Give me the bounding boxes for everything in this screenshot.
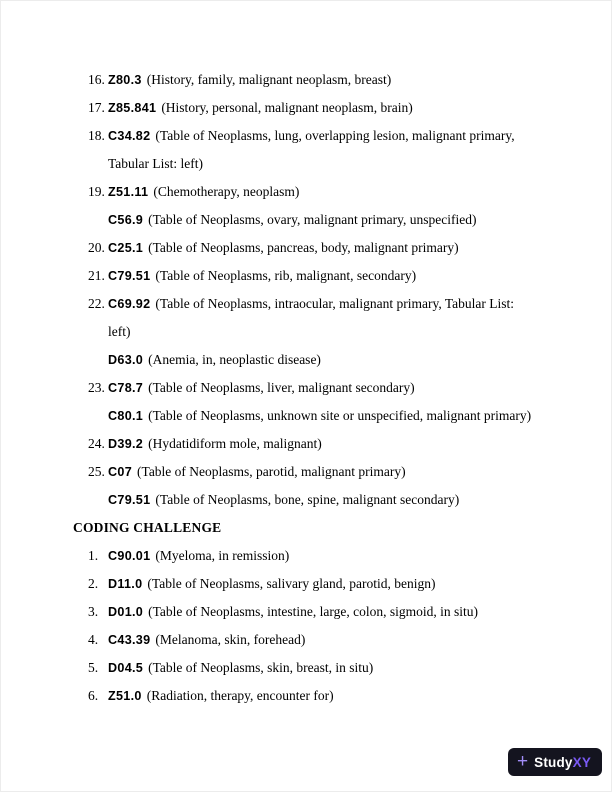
icd-code: C43.39	[108, 633, 151, 647]
icd-code: C56.9	[108, 213, 144, 227]
icd-code: C80.1	[108, 409, 144, 423]
item-number: 21.	[88, 268, 105, 283]
icd-code: Z51.11	[108, 185, 149, 199]
icd-code: D01.0	[108, 605, 144, 619]
list-item	[88, 234, 541, 262]
item-number: 16.	[88, 72, 105, 87]
item-number: 18.	[88, 128, 105, 143]
icd-code: Z85.841	[108, 101, 157, 115]
item-number: 25.	[88, 464, 105, 479]
logo-text-study: Study	[534, 754, 573, 770]
code-description: (Hydatidiform mole, malignant)	[148, 436, 322, 451]
list-item-continuation	[88, 486, 541, 514]
item-number: 6.	[88, 688, 99, 703]
icd-code: D11.0	[108, 577, 143, 591]
icd-code: C78.7	[108, 381, 144, 395]
icd-code: C07	[108, 465, 133, 479]
code-description: (Chemotherapy, neoplasm)	[153, 184, 300, 199]
icd-code: Z51.0	[108, 689, 142, 703]
list-item	[88, 290, 541, 346]
code-description: (Table of Neoplasms, unknown site or unspecified, malignant primary)	[148, 408, 532, 423]
code-description: (Table of Neoplasms, skin, breast, in situ)	[148, 660, 374, 675]
item-number: 24.	[88, 436, 105, 451]
list-item	[88, 262, 541, 290]
list-item	[88, 374, 541, 402]
list-item-continuation	[88, 206, 541, 234]
answer-list	[88, 66, 541, 514]
challenge-list	[88, 542, 541, 710]
studyxy-logo-badge	[508, 748, 602, 776]
item-number: 22.	[88, 296, 105, 311]
item-number: 4.	[88, 632, 99, 647]
list-item	[88, 654, 541, 682]
code-description: (Table of Neoplasms, ovary, malignant primary, unspecified)	[148, 212, 477, 227]
code-description: (Myeloma, in remission)	[155, 548, 290, 563]
code-description: (Table of Neoplasms, salivary gland, parotid, benign)	[147, 576, 436, 591]
plus-icon: +	[517, 750, 529, 772]
item-number: 3.	[88, 604, 99, 619]
icd-code: C90.01	[108, 549, 151, 563]
code-description: (Radiation, therapy, encounter for)	[146, 688, 334, 703]
item-number: 2.	[88, 576, 99, 591]
icd-code: C69.92	[108, 297, 151, 311]
logo-text-xy: XY	[572, 754, 592, 770]
list-item	[88, 66, 541, 94]
list-item-continuation	[88, 346, 541, 374]
item-number: 19.	[88, 184, 105, 199]
code-description: (Melanoma, skin, forehead)	[155, 632, 306, 647]
list-item	[88, 458, 541, 486]
icd-code: C79.51	[108, 493, 151, 507]
list-item	[88, 542, 541, 570]
icd-code: D04.5	[108, 661, 144, 675]
icd-code: C34.82	[108, 129, 151, 143]
code-description: (Table of Neoplasms, rib, malignant, secondary)	[155, 268, 417, 283]
page-content	[73, 66, 541, 710]
section-heading: CODING CHALLENGE	[73, 520, 222, 535]
item-number: 17.	[88, 100, 105, 115]
list-item-continuation	[88, 402, 541, 430]
code-description: (Table of Neoplasms, intraocular, malignant primary, Tabular List: left)	[108, 296, 521, 339]
list-item	[88, 598, 541, 626]
list-item	[88, 430, 541, 458]
list-item	[88, 122, 541, 178]
code-description: (Anemia, in, neoplastic disease)	[148, 352, 321, 367]
list-item	[88, 682, 541, 710]
list-item	[88, 94, 541, 122]
code-description: (History, family, malignant neoplasm, breast)	[146, 72, 392, 87]
code-description: (Table of Neoplasms, pancreas, body, malignant primary)	[148, 240, 459, 255]
icd-code: Z80.3	[108, 73, 142, 87]
code-description: (Table of Neoplasms, bone, spine, malignant secondary)	[155, 492, 460, 507]
list-item	[88, 570, 541, 598]
item-number: 5.	[88, 660, 99, 675]
list-item	[88, 626, 541, 654]
code-description: (History, personal, malignant neoplasm, brain)	[161, 100, 413, 115]
icd-code: C79.51	[108, 269, 151, 283]
item-number: 23.	[88, 380, 105, 395]
code-description: (Table of Neoplasms, liver, malignant secondary)	[148, 380, 415, 395]
code-description: (Table of Neoplasms, lung, overlapping lesion, malignant primary, Tabular List: left)	[108, 128, 518, 171]
item-number: 1.	[88, 548, 99, 563]
item-number: 20.	[88, 240, 105, 255]
icd-code: C25.1	[108, 241, 144, 255]
icd-code: D63.0	[108, 353, 144, 367]
list-item	[88, 178, 541, 206]
code-description: (Table of Neoplasms, intestine, large, colon, sigmoid, in situ)	[148, 604, 478, 619]
code-description: (Table of Neoplasms, parotid, malignant primary)	[137, 464, 406, 479]
icd-code: D39.2	[108, 437, 144, 451]
